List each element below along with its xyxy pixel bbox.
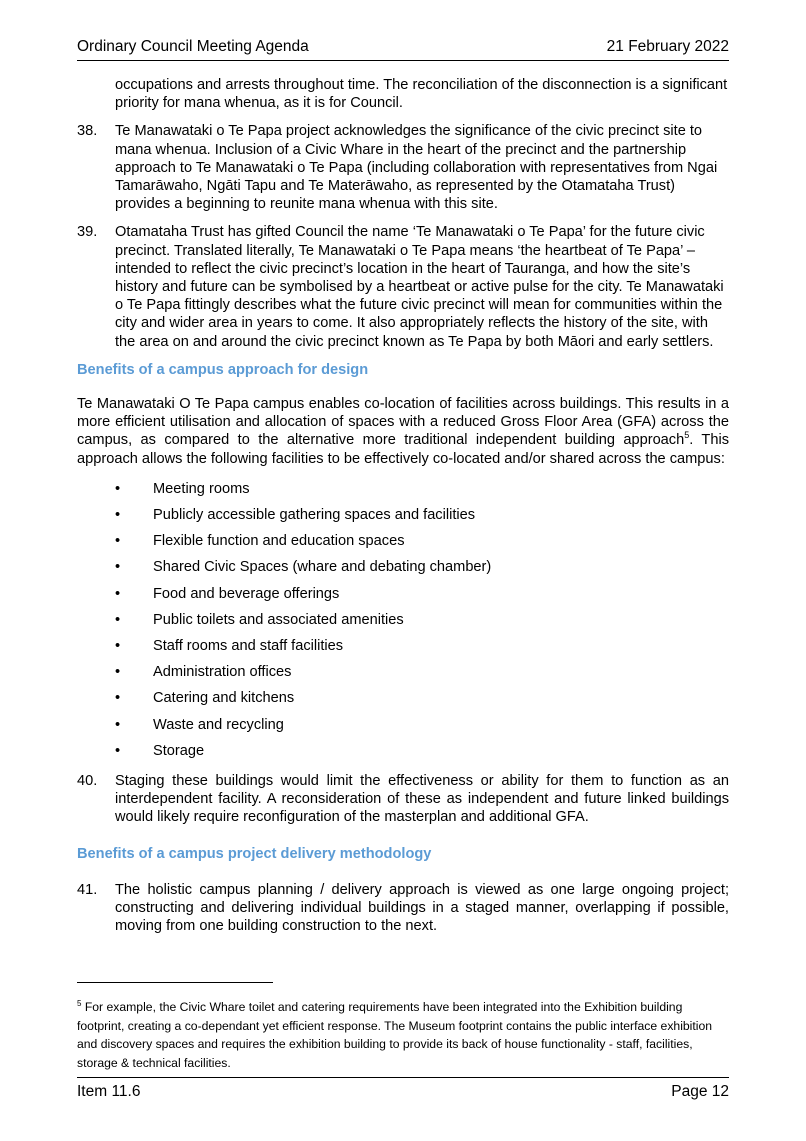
document-body (77, 76, 729, 945)
numbered-paragraph-41 (77, 881, 729, 936)
bullet-icon: • (115, 585, 121, 602)
list-item (77, 558, 729, 584)
bullet-icon: • (115, 742, 121, 759)
bullet-icon: • (115, 664, 121, 681)
list-item (77, 585, 729, 611)
bullet-icon: • (115, 690, 121, 707)
paragraph-text: Te Manawataki o Te Papa project acknowledges the significance of the civic precinct site to mana whenua. Inclusion of a Civic Whare in the heart of the precinct and the partnership approach to Te Manawataki o Te Papa (including collaboration with representatives from Ngai Tamarāwaho, Ngāti Tapu and Te Materāwaho, as represented by the Otamataha Trust) provides a beginning to reunite mana whenua with this site. (115, 123, 718, 213)
footnote (77, 998, 726, 1072)
paragraph-number: 40. (77, 772, 98, 789)
bullet-icon: • (115, 611, 121, 628)
list-item-text: Staff rooms and staff facilities (153, 637, 344, 654)
bullet-icon: • (115, 637, 121, 654)
facilities-list (77, 480, 729, 768)
list-item-text: Catering and kitchens (153, 690, 295, 707)
header-title: Ordinary Council Meeting Agenda (77, 38, 309, 55)
list-item-text: Storage (153, 742, 205, 759)
paragraph-number: 39. (77, 224, 98, 241)
footer-item: Item 11.6 (77, 1083, 141, 1100)
bullet-icon: • (115, 507, 121, 524)
list-item (77, 742, 729, 768)
paragraph-text: The holistic campus planning / delivery approach is viewed as one large ongoing project; constructing and delivering individual buildings in a staged manner, overlapping if possible, moving from one building construction to the next. (115, 881, 729, 935)
paragraph-number: 41. (77, 881, 98, 898)
list-item-text: Publicly accessible gathering spaces and facilities (153, 507, 476, 524)
paragraph-text: Otamataha Trust has gifted Council the name ‘Te Manawataki o Te Papa’ for the future civic precinct. Translated literally, Te Manawataki o Te Papa means ‘the heartbeat of Te Papa’ – intended to reflect the civic precinct’s location in the heart of Tauranga, and how the site’s history and future can be symbolised by a heartbeat or active pulse for the city. Te Manawataki o Te Papa fittingly describes what the future civic precinct will mean for communities within the city and wider area in years to come. It also appropriately reflects the history of the site, with the area on and around the civic precinct known as Te Papa by both Māori and early settlers. (115, 224, 724, 350)
intro-text-before: Te Manawataki O Te Papa campus enables co-location of facilities across buildings. This results in a more efficient utilisation and allocation of spaces with a reduced Gross Floor Area (GFA) across the campus, as compared to the alternative more traditional independent building approach (77, 396, 729, 449)
list-item (77, 480, 729, 506)
list-item-text: Food and beverage offerings (153, 585, 340, 602)
section-heading-design: Benefits of a campus approach for design (77, 361, 369, 378)
list-item (77, 663, 729, 689)
list-item (77, 611, 729, 637)
list-item-text: Flexible function and education spaces (153, 533, 405, 550)
bullet-icon: • (115, 716, 121, 733)
intro-text-after: . This approach allows the following facilities to be effectively co-located and/or shared across the campus: (77, 432, 729, 467)
paragraph-number: 38. (77, 123, 98, 140)
numbered-paragraph-39 (77, 223, 729, 350)
list-item (77, 689, 729, 715)
campus-intro-paragraph (77, 395, 729, 468)
list-item-text: Shared Civic Spaces (whare and debating chamber) (153, 559, 492, 576)
list-item (77, 506, 729, 532)
header-date: 21 February 2022 (606, 38, 729, 55)
list-item-text: Meeting rooms (153, 480, 250, 497)
footnote-text: For example, the Civic Whare toilet and catering requirements have been integrated into the Exhibition building footprint, creating a co-dependant yet efficient response. The Museum footprint contains the public interface exhibition and discovery spaces and requires the exhibition building to provide its back of house functionality - staff, facilities, storage & technical facilities. (77, 1000, 713, 1070)
paragraph-text: Staging these buildings would limit the effectiveness or ability for them to function as an interdependent facility. A reconsideration of these as independent and future linked buildings would likely require reconfiguration of the masterplan and additional GFA. (115, 772, 729, 826)
numbered-paragraph-38 (77, 122, 729, 213)
footnote-reference: 5 (684, 430, 690, 441)
list-item (77, 716, 729, 742)
page-header (77, 38, 729, 61)
bullet-icon: • (115, 480, 121, 497)
bullet-icon: • (115, 559, 121, 576)
continued-paragraph: occupations and arrests throughout time. The reconciliation of the disconnection is a significant priority for mana whenua, as it is for Council. (115, 77, 728, 112)
page-footer (77, 1077, 729, 1102)
footer-page-number: Page 12 (671, 1083, 729, 1100)
bullet-icon: • (115, 533, 121, 550)
list-item-text: Administration offices (153, 664, 292, 681)
list-item (77, 637, 729, 663)
list-item-text: Waste and recycling (153, 716, 284, 733)
footnote-number: 5 (77, 998, 82, 1008)
list-item (77, 532, 729, 558)
section-heading-delivery: Benefits of a campus project delivery methodology (77, 845, 432, 862)
footnote-separator (77, 982, 273, 983)
list-item-text: Public toilets and associated amenities (153, 611, 404, 628)
numbered-paragraph-40 (77, 772, 729, 827)
